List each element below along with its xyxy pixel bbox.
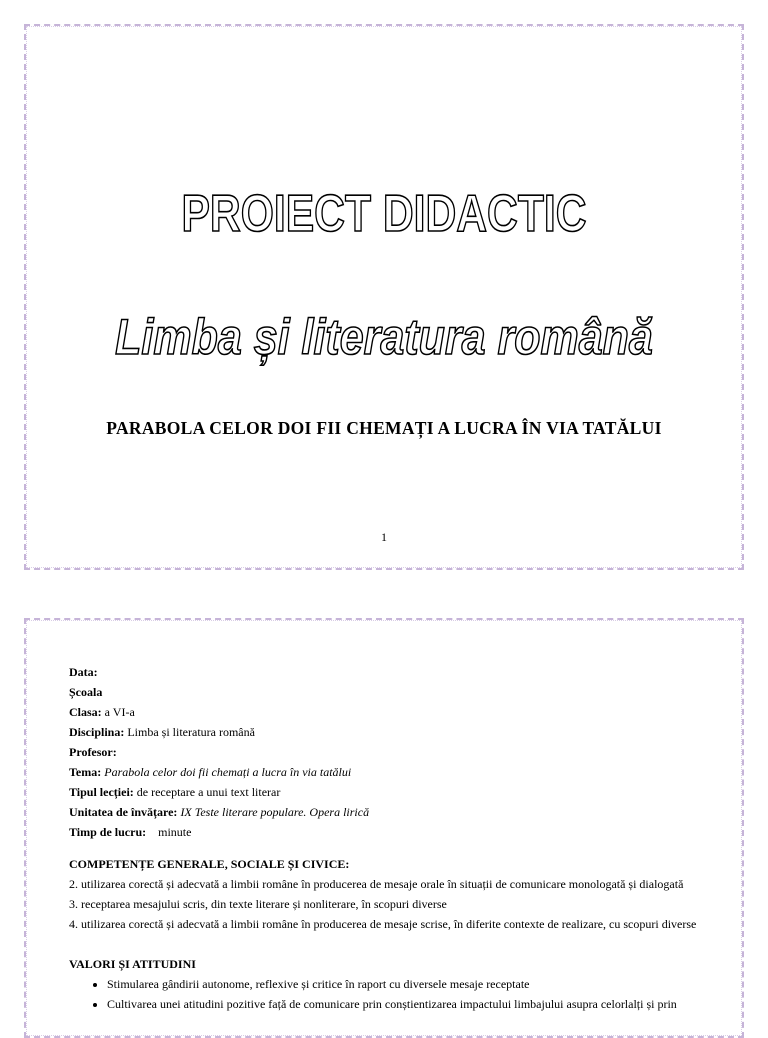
document-title: PROIECT DIDACTIC	[181, 185, 587, 243]
lesson-details	[69, 662, 709, 1014]
field-tipul-lectiei: Tipul lecției: de receptare a unui text literar	[69, 785, 281, 799]
competenta-item: 4. utilizarea corectă și adecvată a limbii române în producerea de mesaje scrise, în diferite contexte de realizare, cu scopuri diverse	[69, 917, 697, 931]
competenta-item: 3. receptarea mesajului scris, din texte literare și nonliterare, în scopuri diverse	[69, 897, 447, 911]
lesson-title: PARABOLA CELOR DOI FII CHEMAȚI A LUCRA ÎN VIA TATĂLUI	[106, 418, 662, 438]
valori-heading: VALORI ȘI ATITUDINI	[69, 957, 196, 971]
list-item: • Stimularea gândirii autonome, reflexive și critice în raport cu diversele mesaje receptate	[107, 974, 709, 994]
field-data: Data:	[69, 665, 98, 679]
subject-title: Limba și literatura română	[115, 309, 653, 365]
cover-page	[24, 24, 744, 570]
competente-heading: COMPETENȚE GENERALE, SOCIALE ȘI CIVICE:	[69, 857, 350, 871]
field-tema: Tema: Parabola celor doi fii chemați a lucra în via tatălui	[69, 765, 352, 779]
field-scoala: Școala	[69, 685, 103, 699]
field-timp: Timp de lucru: minute	[69, 825, 192, 839]
valori-list	[69, 974, 709, 1014]
field-clasa: Clasa: a VI-a	[69, 705, 135, 719]
list-item: • Cultivarea unei atitudini pozitive față de comunicare prin conștientizarea impactului limbajului asupra celorlalți și prin	[107, 994, 709, 1014]
competenta-item: 2. utilizarea corectă și adecvată a limbii române în producerea de mesaje orale în situații de comunicare monologată și dialogată	[69, 877, 684, 891]
field-unitatea: Unitatea de învățare: IX Teste literare populare. Opera lirică	[69, 805, 370, 819]
field-profesor: Profesor:	[69, 745, 117, 759]
field-disciplina: Disciplina: Limba și literatura română	[69, 725, 255, 739]
content-page	[24, 618, 744, 1038]
page-number: 1	[381, 530, 387, 544]
